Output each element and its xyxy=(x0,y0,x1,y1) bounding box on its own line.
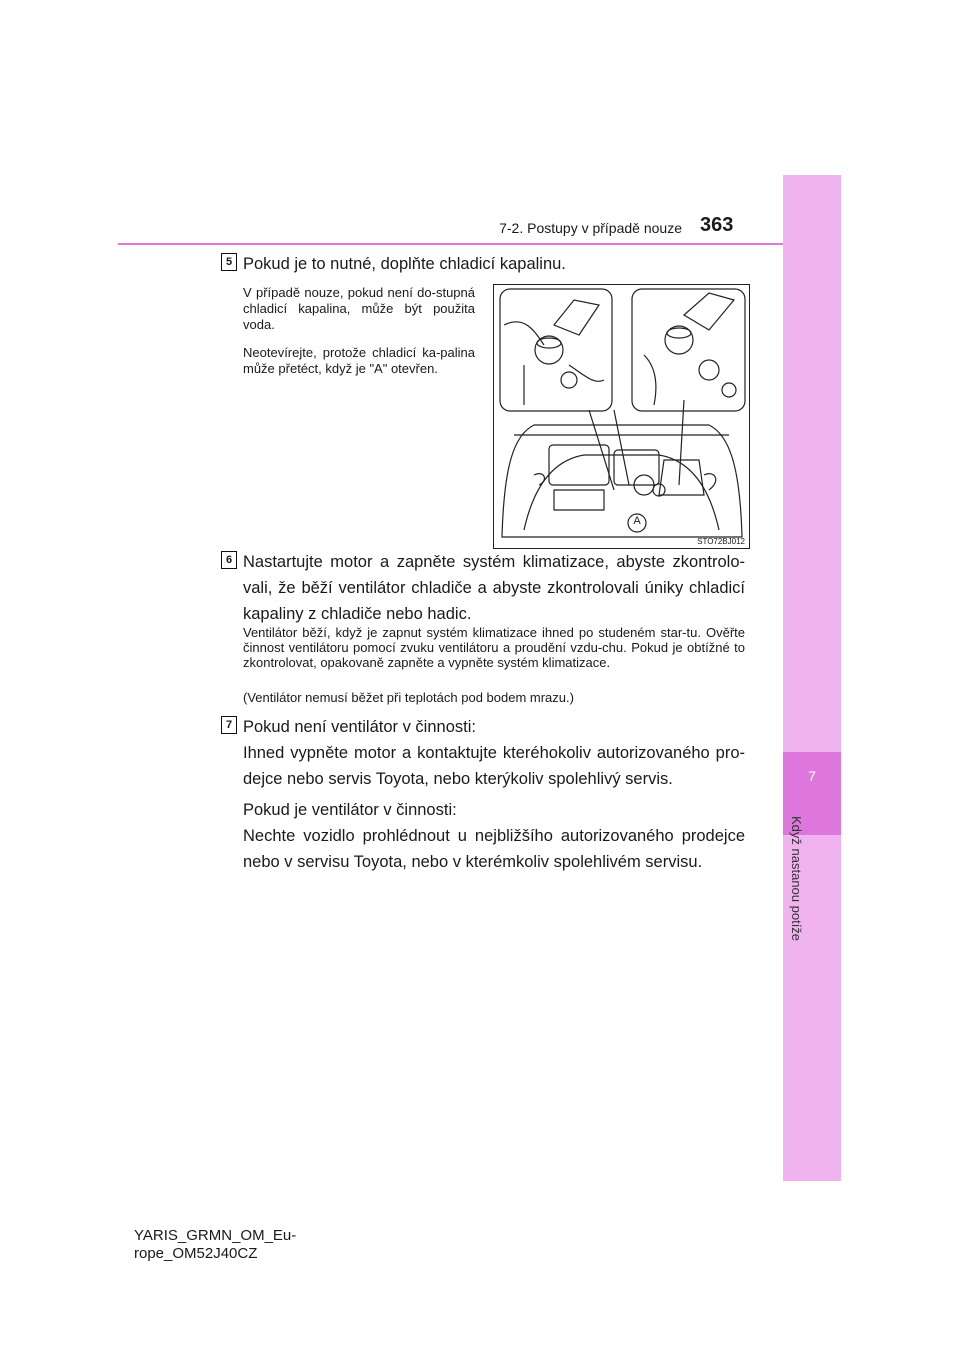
step-7-fan-off-heading: Pokud není ventilátor v činnosti: xyxy=(243,718,476,736)
chapter-side-tab xyxy=(783,175,841,1181)
chapter-number: 7 xyxy=(808,768,816,784)
step-6-note-freezing: (Ventilátor nemusí běžet při teplotách pod bodem mrazu.) xyxy=(243,690,574,705)
document-code-line-1: YARIS_GRMN_OM_Eu- xyxy=(134,1227,297,1244)
engine-bay-illustration xyxy=(493,284,750,549)
document-code xyxy=(134,1227,296,1263)
coolant-reservoir-drawing xyxy=(494,285,749,548)
step-7-fan-on-instruction: Nechte vozidlo prohlédnout u nejbližšího autorizovaného prodejce nebo v servisu Toyota, nebo v kterémkoliv spolehlivém servisu. xyxy=(243,827,745,871)
chapter-title: Když nastanou potíže xyxy=(789,816,804,942)
label-a: A xyxy=(633,515,641,527)
step-number-5: 5 xyxy=(221,253,237,271)
header-rule xyxy=(118,243,840,245)
step-7-fan-off-instruction: Ihned vypněte motor a kontaktujte kteréhokoliv autorizovaného pro-dejce nebo servis Toyota, nebo kterýkoliv spolehlivý servis. xyxy=(243,744,745,788)
document-code-line-2: rope_OM52J40CZ xyxy=(134,1245,258,1262)
step-5-text: Pokud je to nutné, doplňte chladicí kapalinu. xyxy=(243,255,566,273)
step-number-7: 7 xyxy=(221,716,237,734)
step-6-text: Nastartujte motor a zapněte systém klimatizace, abyste zkontrolo-vali, že běží ventilátor chladiče a abyste zkontrolovali úniky chladicí kapaliny z chladiče nebo hadic. xyxy=(243,553,745,623)
step-number-6: 6 xyxy=(221,551,237,569)
step-5-note-1: V případě nouze, pokud není do-stupná chladicí kapalina, může být použita voda. xyxy=(243,285,475,332)
step-6-note: Ventilátor běží, když je zapnut systém klimatizace ihned po studeném star-tu. Ověřte činnost ventilátoru pomocí zvuku ventilátoru a proudění vzdu-chu. Pokud je obtížné to zkontrolovat, opakovaně zapněte a vypněte systém klimatizace. xyxy=(243,625,745,670)
step-5-note-2: Neotevírejte, protože chladicí ka-palina může přetéct, když je "A" otevřen. xyxy=(243,345,475,376)
page-number: 363 xyxy=(700,214,734,236)
section-title: 7-2. Postupy v případě nouze xyxy=(499,220,682,236)
step-7-fan-on-heading: Pokud je ventilátor v činnosti: xyxy=(243,801,457,819)
figure-code: STO72BJ012 xyxy=(697,537,745,546)
